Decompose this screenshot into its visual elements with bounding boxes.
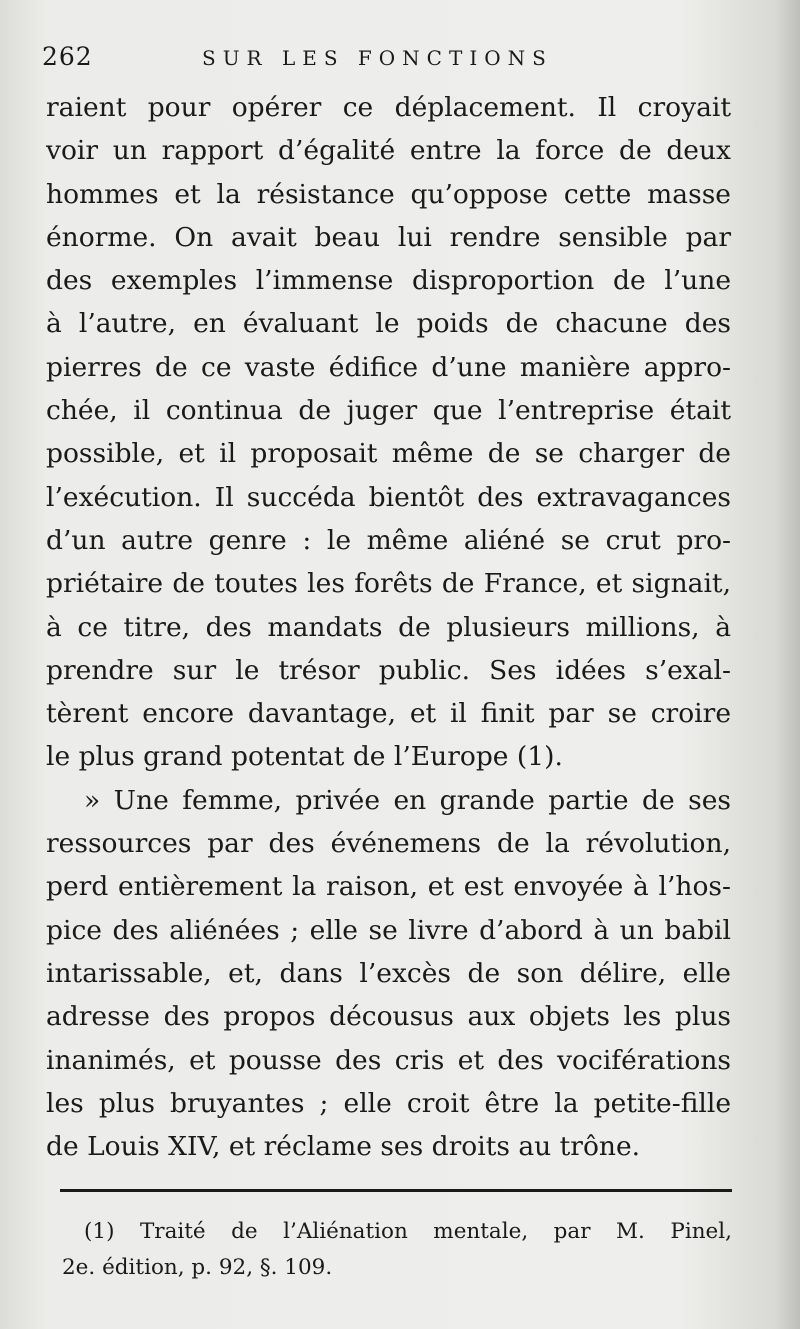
text-line: pice des aliénées ; elle se livre d’abord à un babil — [46, 914, 731, 946]
text-line: voir un rapport d’égalité entre la force de deux — [46, 135, 731, 167]
text-line: à ce titre, des mandats de plusieurs millions, à — [46, 611, 731, 643]
text-line: à l’autre, en évaluant le poids de chacune des — [46, 308, 731, 340]
text-line: les plus bruyantes ; elle croit être la petite-fille — [46, 1087, 731, 1119]
text-line: priétaire de toutes les forêts de France, et signait, — [46, 568, 731, 600]
text-line: pierres de ce vaste édifice d’une manière appro- — [46, 351, 731, 383]
footnote-line: 2e. édition, p. 92, §. 109. — [62, 1255, 333, 1280]
text-line: chée, il continua de juger que l’entreprise était — [46, 395, 731, 427]
text-line: de Louis XIV, et réclame ses droits au trône. — [46, 1131, 641, 1163]
text-line: perd entièrement la raison, et est envoyée à l’hos- — [46, 871, 731, 903]
text-line: adresse des propos décousus aux objets les plus — [46, 1001, 731, 1033]
text-line: » Une femme, privée en grande partie de ses — [84, 784, 731, 816]
body-text — [46, 86, 731, 1168]
text-line: l’exécution. Il succéda bientôt des extravagances — [46, 481, 731, 513]
footnotes — [62, 1214, 732, 1286]
text-line: des exemples l’immense disproportion de l’une — [46, 265, 731, 297]
text-line: énorme. On avait beau lui rendre sensible par — [46, 221, 731, 253]
text-line: d’un autre genre : le même aliéné se crut pro- — [46, 524, 731, 556]
footnote-rule — [60, 1189, 732, 1192]
footnote-line: (1) Traité de l’Aliénation mentale, par M. Pinel, — [84, 1219, 732, 1244]
text-line: raient pour opérer ce déplacement. Il croyait — [46, 92, 731, 123]
text-line: prendre sur le trésor public. Ses idées s’exal- — [46, 654, 731, 686]
text-line: intarissable, et, dans l’excès de son délire, elle — [46, 957, 731, 989]
text-line: hommes et la résistance qu’oppose cette masse — [46, 178, 731, 210]
page-header — [42, 42, 742, 82]
text-line: inanimés, et pousse des cris et des vociférations — [46, 1044, 731, 1076]
text-line: ressources par des événemens de la révolution, — [46, 828, 731, 860]
page-number: 262 — [42, 42, 93, 71]
text-line: possible, et il proposait même de se charger de — [46, 438, 731, 470]
text-line: tèrent encore davantage, et il finit par se croire — [46, 698, 731, 730]
running-head: SUR LES FONCTIONS — [202, 46, 553, 70]
text-line: le plus grand potentat de l’Europe (1). — [46, 741, 563, 773]
